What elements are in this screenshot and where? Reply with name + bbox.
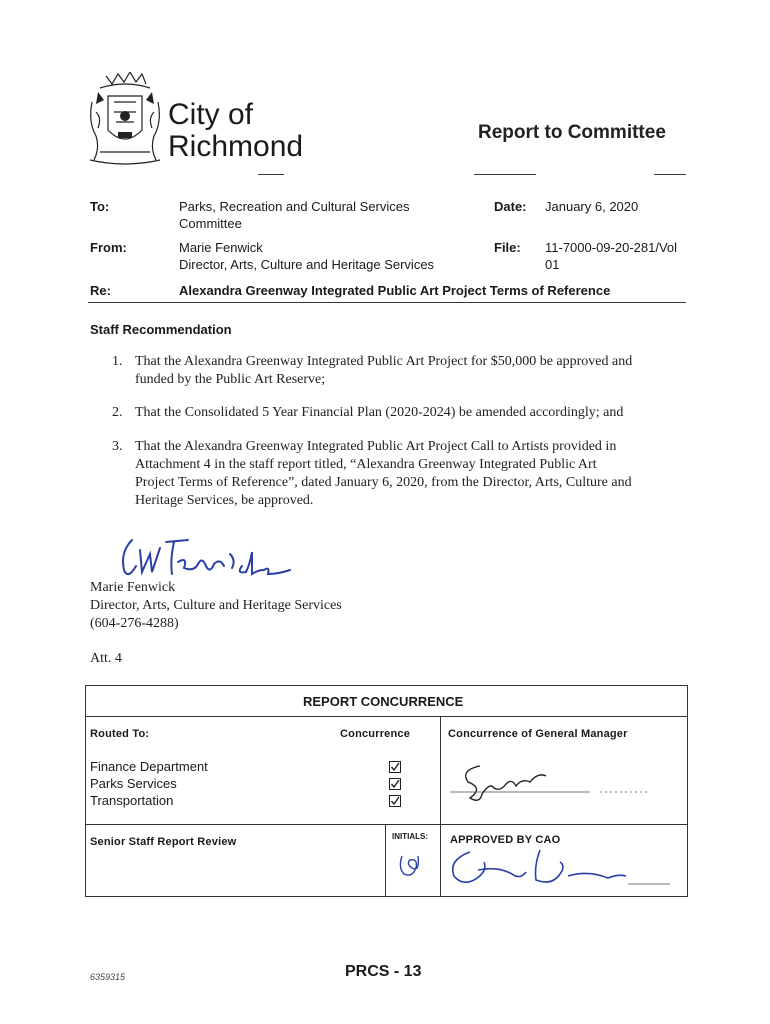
signoff-phone: (604-276-4288) [90,616,179,631]
approved-by-cao-label: APPROVED BY CAO [450,834,561,846]
routed-department: Parks Services [90,776,177,791]
from-value [179,239,479,273]
checked-checkbox-icon [389,795,401,807]
initials-mark [396,850,426,880]
recommendation-number: 3. [112,439,123,454]
recommendation-line: That the Alexandra Greenway Integrated Public Art Project Call to Artists provided in [135,439,617,454]
re-label: Re: [90,283,111,298]
header-rule [474,174,536,175]
recommendation-line: That the Alexandra Greenway Integrated Public Art Project for $50,000 be approved and [135,354,633,369]
city-name-line2: Richmond [168,130,304,163]
routed-department: Transportation [90,793,174,808]
city-crest-logo [86,72,164,168]
city-name-line1: City of [168,98,254,131]
file-value-line1: 11-7000-09-20-281/Vol [545,240,678,255]
concurrence-title: REPORT CONCURRENCE [303,694,464,709]
recommendation-text [135,404,683,422]
staff-recommendation-heading: Staff Recommendation [90,322,232,337]
from-label: From: [90,240,127,255]
routed-department: Finance Department [90,759,208,774]
file-value-line2: 01 [545,257,560,272]
handwritten-signature [118,530,298,582]
recommendation-item [112,353,682,393]
recommendation-line: Project Terms of Reference”, dated January 6, 2020, from the Director, Arts, Culture and [135,475,632,490]
document-number: 6359315 [90,972,126,982]
senior-review-rule [85,824,688,825]
column-divider [440,824,441,897]
recommendation-line: That the Consolidated 5 Year Financial Plan (2020-2024) be amended accordingly; and [135,405,624,420]
checked-checkbox-icon [389,778,401,790]
general-manager-signature [450,758,660,808]
cao-signature [448,846,678,888]
memo-divider [88,302,686,303]
date-label: Date: [494,199,527,214]
concurrence-title-rule [85,716,688,717]
checked-checkbox-icon [389,761,401,773]
to-label: To: [90,199,110,214]
recommendation-line: Heritage Services, be approved. [135,493,314,508]
attachments-note: Att. 4 [90,651,122,666]
senior-staff-review-label: Senior Staff Report Review [90,836,237,848]
file-label: File: [494,240,521,255]
initials-label: INITIALS: [392,832,428,841]
header-rule [654,174,686,175]
recommendation-number: 1. [112,354,123,369]
recommendation-item [112,404,682,424]
signoff-title: Director, Arts, Culture and Heritage Services [90,598,342,613]
to-value [179,198,469,232]
general-manager-label: Concurrence of General Manager [448,728,628,740]
routed-to-label: Routed To: [90,728,150,740]
recommendation-item [112,438,682,514]
recommendation-number: 2. [112,405,123,420]
recommendation-line: Attachment 4 in the staff report titled, “Alexandra Greenway Integrated Public Art [135,457,597,472]
from-value-line2: Director, Arts, Culture and Heritage Services [179,257,435,272]
recommendation-text [135,438,683,510]
file-value [545,239,677,273]
page-number: PRCS - 13 [345,963,422,980]
header-rule [258,174,284,175]
recommendation-text [135,353,683,389]
column-divider [440,716,441,824]
re-value: Alexandra Greenway Integrated Public Art Project Terms of Reference [179,283,611,298]
recommendation-line: funded by the Public Art Reserve; [135,372,326,387]
signoff-name: Marie Fenwick [90,580,176,595]
date-value: January 6, 2020 [545,199,639,214]
to-value-line1: Parks, Recreation and Cultural Services [179,199,410,214]
concurrence-label: Concurrence [340,728,411,740]
from-value-line1: Marie Fenwick [179,240,263,255]
report-title: Report to Committee [478,122,666,143]
to-value-line2: Committee [179,216,242,231]
column-divider [385,824,386,897]
